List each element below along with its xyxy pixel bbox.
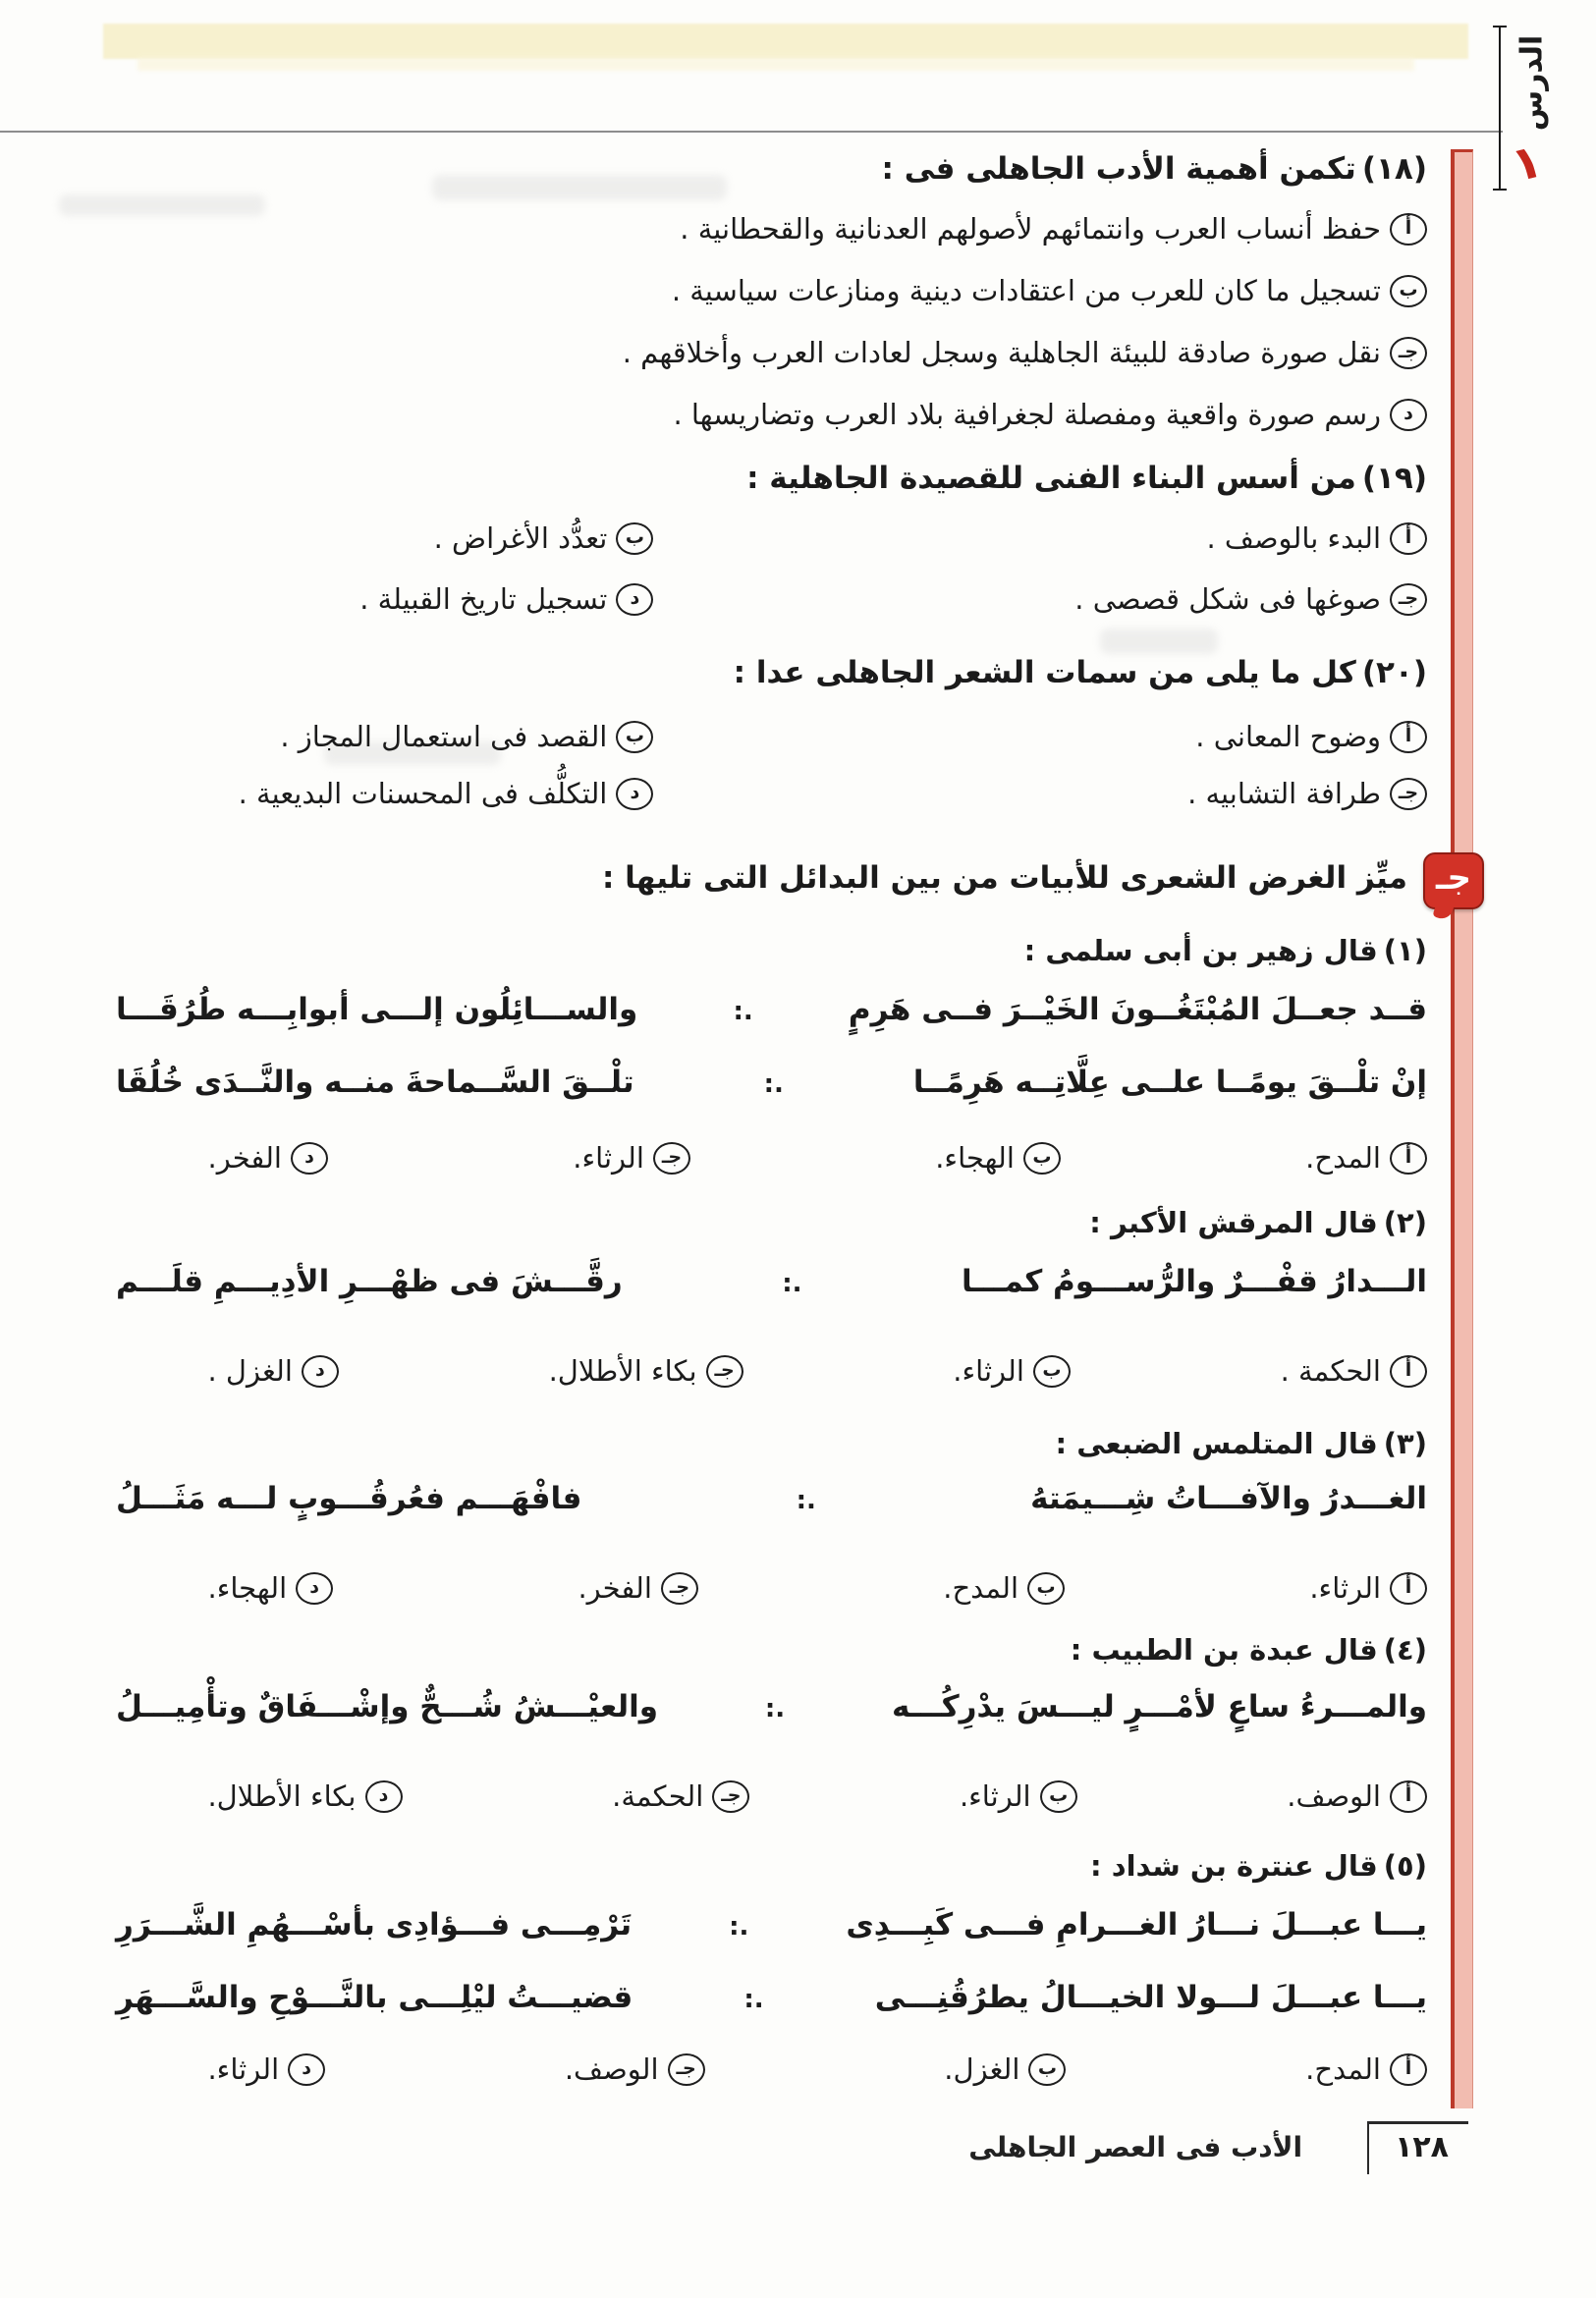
option-letter-badge: جـ [653, 1142, 690, 1175]
poetry-option-c [549, 1348, 743, 1394]
option-text: الرثاء. [573, 1141, 644, 1175]
hemistich-second: والســـائِلُون إلـــى أبوابِـــه طُرُقَـــا [116, 992, 638, 1027]
hemistich-first: الـــدارُ قفْـــرٌ والرُّســـومُ كمـــا [962, 1264, 1427, 1299]
mcq-option-b [116, 714, 653, 759]
option-text: تعدُّد الأغراض . [433, 521, 608, 555]
verse-separator: .: [733, 997, 753, 1026]
section-badge [1423, 852, 1484, 909]
option-letter-badge: جـ [661, 1572, 698, 1605]
poetry-option-c [573, 1135, 690, 1180]
option-letter-badge: ب [1040, 1780, 1077, 1813]
lesson-tab-label: الدرس [1514, 34, 1550, 132]
question-header [116, 457, 1427, 500]
options-row [207, 1774, 1427, 1819]
mcq-option-d [116, 576, 653, 622]
poetry-option-d [207, 1348, 338, 1394]
mcq-option-d [116, 771, 653, 816]
option-letter-badge: د [1390, 399, 1427, 431]
poetry-option-b [944, 2047, 1066, 2092]
poetry-option-c [578, 1565, 698, 1611]
option-text: الغزل. [944, 2052, 1020, 2086]
option-text: صوغها فى شكل قصصى . [1074, 582, 1381, 616]
hemistich-second: فافْهَـــم فعُرقُـــوبٍ لـــه مَثَـــلُ [116, 1481, 582, 1516]
option-letter-badge: ب [1027, 1572, 1065, 1605]
question-number: (٤) [1383, 1633, 1427, 1667]
verse-separator: .: [729, 1912, 749, 1942]
poetry-question-4 [116, 1630, 1427, 1819]
mcq-option-d [116, 392, 1427, 437]
mcq-option-a [653, 516, 1427, 561]
section-instruction: ميِّز الغرض الشعرى للأبيات من بين البدائل التى تليها : [601, 860, 1407, 896]
footer-title: الأدب فى العصر الجاهلى [968, 2131, 1303, 2163]
question-text: كل ما يلى من سمات الشعر الجاهلى عدا : [733, 655, 1356, 690]
mcq-option-c [116, 330, 1427, 375]
poetry-option-a [1309, 1565, 1427, 1611]
option-text: المدح. [943, 1571, 1019, 1605]
option-text: الفخر. [207, 1141, 282, 1175]
question-number: (٢٠) [1361, 655, 1427, 690]
poetry-option-c [565, 2047, 705, 2092]
option-text: وضوح المعانى . [1195, 720, 1381, 753]
mcq-option-a [116, 206, 1427, 251]
option-letter-badge: د [291, 1142, 328, 1175]
option-text: الفخر. [578, 1571, 652, 1605]
question-20 [116, 651, 1427, 816]
options-list [116, 206, 1427, 437]
option-letter-badge: ب [1023, 1142, 1061, 1175]
option-text: طرافة التشابيه . [1187, 777, 1381, 810]
section-badge-letter: جـ [1435, 858, 1472, 898]
option-text: الهجاء. [935, 1141, 1015, 1175]
option-text: الرثاء. [959, 1779, 1031, 1813]
question-number: (٣) [1383, 1427, 1427, 1460]
poetry-question-3 [116, 1424, 1427, 1611]
question-number: (١٩) [1361, 461, 1427, 496]
verse-separator: .: [796, 1486, 816, 1515]
verse-line [116, 1899, 1427, 1952]
option-letter-badge: أ [1390, 522, 1427, 555]
mcq-option-c [653, 576, 1427, 622]
verse-separator: .: [763, 1069, 784, 1099]
option-letter-badge: أ [1390, 721, 1427, 753]
poetry-option-d [207, 1565, 333, 1611]
option-letter-badge: جـ [712, 1780, 749, 1813]
question-number: (١٨) [1361, 151, 1427, 187]
page-footer [968, 2121, 1468, 2174]
option-letter-badge: د [616, 583, 653, 616]
option-letter-badge: د [296, 1572, 333, 1605]
verse-line [116, 1972, 1427, 2025]
option-text: الرثاء. [207, 2052, 280, 2086]
poetry-option-a [1305, 2047, 1427, 2092]
hemistich-first: يـــا عبـــلَ لـــولا الخيـــالُ يطرُقُنِـــى [874, 1980, 1427, 2015]
poet-intro [116, 1424, 1427, 1463]
verse-separator: .: [764, 1694, 786, 1724]
question-number: (٥) [1383, 1849, 1427, 1883]
option-text: البدء بالوصف . [1206, 521, 1381, 555]
hemistich-first: إنْ تلْــقَ يومًــا علــى عِلَّاتِــه هَرِمًــا [912, 1065, 1427, 1100]
intro-text: قال المتلمس الضبعى : [1055, 1427, 1378, 1460]
option-text: الحكمة. [612, 1779, 704, 1813]
poetry-option-d [207, 1774, 402, 1819]
poetry-option-a [1287, 1774, 1427, 1819]
option-text: الوصف. [564, 2052, 659, 2086]
options-row [116, 576, 1427, 622]
hemistich-second: تَرْمِـــى فـــؤادِى بأسْـــهُمِ الشَّـــرَرِ [116, 1907, 633, 1942]
margin-stripe [1451, 149, 1473, 2108]
page-number: ١٢٨ [1395, 2130, 1449, 2164]
poet-intro [116, 931, 1427, 970]
intro-text: قال المرقش الأكبر : [1089, 1206, 1378, 1239]
option-letter-badge: جـ [1390, 778, 1427, 810]
verse-line [116, 1057, 1427, 1110]
option-letter-badge: ب [616, 721, 653, 753]
option-text: تسجيل ما كان للعرب من اعتقادات دينية ومنازعات سياسية . [671, 274, 1381, 307]
poetry-question-1 [116, 931, 1427, 1180]
options-row [207, 1348, 1427, 1394]
option-letter-badge: جـ [668, 2053, 705, 2086]
option-letter-badge: د [616, 778, 653, 810]
hemistich-second: قضيـــتُ ليْلِـــى بالنَّـــوْحِ والسَّـــهَرِ [116, 1980, 633, 2015]
option-letter-badge: ب [1033, 1355, 1071, 1388]
option-text: الوصف. [1287, 1779, 1381, 1813]
option-letter-badge: ب [1028, 2053, 1066, 2086]
question-text: تكمن أهمية الأدب الجاهلى فى : [881, 151, 1356, 187]
option-letter-badge: أ [1390, 1572, 1427, 1605]
section-header [116, 852, 1472, 909]
option-text: تسجيل تاريخ القبيلة . [359, 582, 608, 616]
option-text: الرثاء. [953, 1354, 1024, 1388]
verse-line [116, 1256, 1427, 1309]
intro-text: قال زهير بن أبى سلمى : [1023, 934, 1378, 967]
option-letter-badge: جـ [1390, 337, 1427, 369]
option-text: المدح. [1305, 2052, 1381, 2086]
options-row [116, 516, 1427, 561]
hemistich-first: والمـــرءُ ساعٍ لأمْـــرٍ ليـــسَ يدْرِكُـــه [892, 1689, 1427, 1724]
mcq-option-c [653, 771, 1427, 816]
hemistich-second: والعيْـــشُ شُـــحٌّ وإشْـــفَاقٌ وتأْمِيـــلُ [116, 1689, 658, 1724]
question-header [116, 147, 1427, 191]
hemistich-second: تلْــقَ السَّــماحةَ منــه والنَّــدَى خُلُقَا [116, 1065, 634, 1100]
option-letter-badge: جـ [1390, 583, 1427, 616]
poetry-option-d [207, 1135, 328, 1180]
option-text: بكاء الأطلال. [548, 1354, 697, 1388]
verse-line [116, 984, 1427, 1037]
question-number: (٢) [1383, 1206, 1427, 1239]
mcq-option-b [116, 516, 653, 561]
option-letter-badge: أ [1390, 1355, 1427, 1388]
option-letter-badge: أ [1390, 2053, 1427, 2086]
intro-text: قال عنترة بن شداد : [1090, 1849, 1378, 1883]
lesson-tab-line [1499, 26, 1501, 191]
options-row [207, 1135, 1427, 1180]
option-letter-badge: د [365, 1780, 403, 1813]
hemistich-first: يـــا عبـــلَ نـــارُ الغـــرامِ فـــى كَبِـــدِى [846, 1907, 1427, 1942]
lesson-number: ١ [1506, 133, 1548, 193]
option-letter-badge: ب [616, 522, 653, 555]
options-row [116, 771, 1427, 816]
options-row [207, 1565, 1427, 1611]
options-row [116, 714, 1427, 759]
poet-intro [116, 1203, 1427, 1242]
option-text: الهجاء. [207, 1571, 288, 1605]
question-number: (١) [1383, 934, 1427, 967]
option-text: التكلُّف فى المحسنات البديعية . [238, 777, 608, 810]
page-content [116, 0, 1472, 2298]
verse-line [116, 1681, 1427, 1734]
option-text: المدح. [1305, 1141, 1381, 1175]
poetry-question-5 [116, 1846, 1427, 2092]
poetry-option-a [1305, 1135, 1427, 1180]
option-letter-badge: د [302, 1355, 339, 1388]
option-letter-badge: د [288, 2053, 325, 2086]
hemistich-first: الغـــدرُ والآفـــاتُ شِـــيمَتهُ [1030, 1481, 1427, 1516]
poetry-option-b [960, 1774, 1077, 1819]
option-text: حفظ أنساب العرب وانتمائهم لأصولهم العدنانية والقحطانية . [680, 212, 1381, 246]
question-18 [116, 147, 1427, 437]
option-text: بكاء الأطلال. [207, 1779, 357, 1813]
option-text: القصد فى استعمال المجاز . [280, 720, 608, 753]
poetry-option-a [1281, 1348, 1427, 1394]
option-letter-badge: أ [1390, 1142, 1427, 1175]
hemistich-first: قــد جعــلَ المُبْتَغُــونَ الخَيْــرَ فــى هَرِمٍ [848, 992, 1427, 1027]
hemistich-second: رقَّـــشَ فى ظهْـــرِ الأدِيـــمِ قلَـــم [116, 1264, 623, 1299]
question-text: من أسس البناء الفنى للقصيدة الجاهلية : [746, 461, 1356, 496]
option-letter-badge: جـ [706, 1355, 743, 1388]
question-header [116, 651, 1427, 694]
option-letter-badge: أ [1390, 1780, 1427, 1813]
question-19 [116, 457, 1427, 622]
option-text: الغزل . [207, 1354, 293, 1388]
mcq-option-a [653, 714, 1427, 759]
option-text: الرثاء. [1309, 1571, 1381, 1605]
poetry-question-2 [116, 1203, 1427, 1394]
option-text: نقل صورة صادقة للبيئة الجاهلية وسجل لعادات العرب وأخلاقهم . [622, 336, 1381, 369]
option-letter-badge: ب [1390, 275, 1427, 307]
option-text: الحكمة . [1280, 1354, 1381, 1388]
option-text: رسم صورة واقعية ومفصلة لجغرافية بلاد العرب وتضاريسها . [673, 398, 1381, 431]
verse-separator: .: [743, 1985, 764, 2014]
poet-intro [116, 1846, 1427, 1886]
poetry-option-b [953, 1348, 1071, 1394]
poet-intro [116, 1630, 1427, 1669]
poetry-option-b [943, 1565, 1065, 1611]
options-row [207, 2047, 1427, 2092]
poetry-option-b [935, 1135, 1061, 1180]
intro-text: قال عبدة بن الطبيب : [1070, 1633, 1378, 1667]
poetry-option-d [207, 2047, 325, 2092]
verse-line [116, 1473, 1427, 1526]
page-number-box [1367, 2121, 1468, 2174]
verse-separator: .: [782, 1269, 802, 1298]
poetry-option-c [612, 1774, 749, 1819]
mcq-option-b [116, 268, 1427, 313]
option-letter-badge: أ [1390, 213, 1427, 246]
